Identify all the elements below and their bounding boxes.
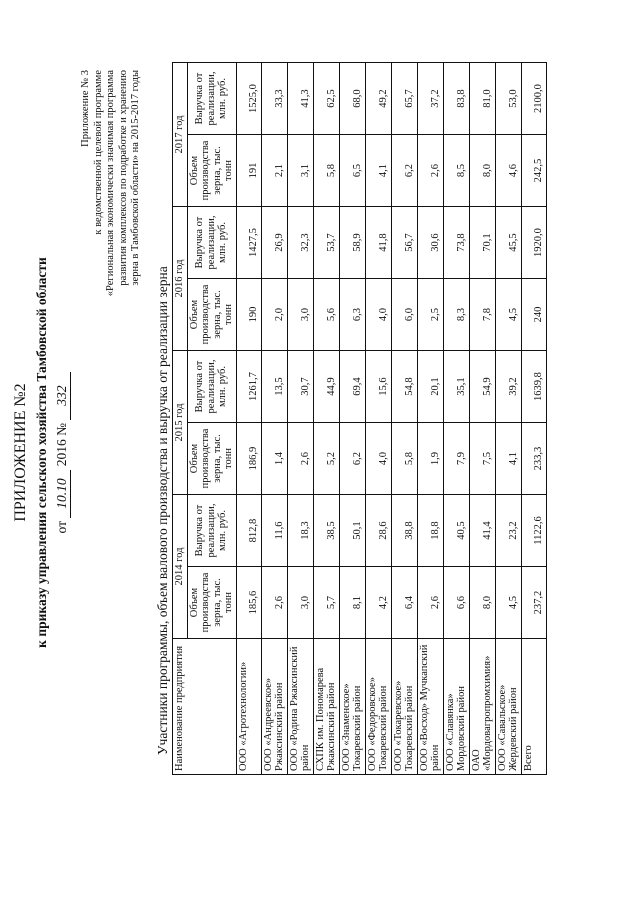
annex-line: «Региональная экономически значимая программа [105, 70, 116, 297]
revenue-cell: 30,6 [417, 207, 443, 279]
enterprise-name-cell: ООО «Агротехнологии» [236, 639, 261, 775]
volume-cell: 2,6 [417, 135, 443, 207]
volume-cell: 186,9 [236, 423, 261, 495]
table-body [236, 63, 546, 775]
revenue-cell: 26,9 [261, 207, 287, 279]
revenue-cell: 41,3 [287, 63, 313, 135]
volume-cell: 4,6 [495, 135, 521, 207]
revenue-cell: 53,7 [313, 207, 339, 279]
volume-cell: 3,0 [287, 279, 313, 351]
enterprise-name-cell: Всего [521, 639, 546, 775]
revenue-cell: 812,8 [236, 495, 261, 567]
revenue-cell: 23,2 [495, 495, 521, 567]
volume-cell: 4,0 [365, 279, 391, 351]
appendix-subtitle: к приказу управления сельского хозяйства Тамбовской области [34, 257, 49, 648]
volume-cell: 8,1 [339, 567, 365, 639]
revenue-cell: 32,3 [287, 207, 313, 279]
volume-cell: 190 [236, 279, 261, 351]
annex-line: к ведомственной целевой программе [92, 70, 104, 235]
order-number: 332 [54, 372, 71, 420]
revenue-cell: 40,5 [443, 495, 469, 567]
revenue-cell: 38,8 [391, 495, 417, 567]
table-row [469, 63, 495, 775]
volume-cell: 5,6 [313, 279, 339, 351]
volume-cell: 2,5 [417, 279, 443, 351]
volume-cell: 8,3 [443, 279, 469, 351]
enterprise-name-cell: СХПК им. Пономарева Ржаксинский район [313, 639, 339, 775]
revenue-cell: 73,8 [443, 207, 469, 279]
revenue-cell: 54,8 [391, 351, 417, 423]
volume-cell: 4,1 [365, 135, 391, 207]
volume-cell: 6,0 [391, 279, 417, 351]
revenue-cell: 69,4 [339, 351, 365, 423]
volume-cell: 7,5 [469, 423, 495, 495]
revenue-cell: 53,0 [495, 63, 521, 135]
enterprise-name-cell: ООО «Родина Ржаксинский район [287, 639, 313, 775]
enterprise-name-cell: ООО «Восход» Мучкапский район [417, 639, 443, 775]
volume-cell: 5,8 [313, 135, 339, 207]
enterprise-name-cell: ОАО «Мордовагропромхимия» [469, 639, 495, 775]
revenue-cell: 39,2 [495, 351, 521, 423]
annex-line: Приложение № 3 [80, 70, 91, 147]
revenue-cell: 35,1 [443, 351, 469, 423]
order-date-line [54, 0, 71, 905]
volume-cell: 6,2 [339, 423, 365, 495]
revenue-cell: 58,9 [339, 207, 365, 279]
annex-note [80, 70, 143, 430]
revenue-cell: 41,4 [469, 495, 495, 567]
revenue-cell: 20,1 [417, 351, 443, 423]
column-header-volume: Объем производства зерна, тыс. тонн [187, 135, 236, 207]
revenue-cell: 44,9 [313, 351, 339, 423]
appendix-title: ПРИЛОЖЕНИЕ №2 [12, 383, 29, 522]
revenue-cell: 1427,5 [236, 207, 261, 279]
volume-cell: 3,1 [287, 135, 313, 207]
revenue-cell: 2100,0 [521, 63, 546, 135]
revenue-cell: 38,5 [313, 495, 339, 567]
table-row [339, 63, 365, 775]
volume-cell: 233,3 [521, 423, 546, 495]
revenue-cell: 1920,0 [521, 207, 546, 279]
volume-cell: 242,5 [521, 135, 546, 207]
revenue-cell: 30,7 [287, 351, 313, 423]
column-header-revenue: Выручка от реализации, млн. руб. [187, 351, 236, 423]
date-prefix: от [54, 520, 69, 534]
volume-cell: 8,5 [443, 135, 469, 207]
table-row [261, 63, 287, 775]
revenue-cell: 83,8 [443, 63, 469, 135]
date-day-month: 10.10 [54, 470, 71, 518]
volume-cell: 191 [236, 135, 261, 207]
volume-cell: 1,4 [261, 423, 287, 495]
revenue-cell: 11,6 [261, 495, 287, 567]
revenue-cell: 37,2 [417, 63, 443, 135]
year-header: 2015 год [173, 351, 188, 495]
date-year: 2016 № [54, 422, 69, 467]
revenue-cell: 49,2 [365, 63, 391, 135]
participants-table [172, 62, 547, 775]
revenue-cell: 68,0 [339, 63, 365, 135]
revenue-cell: 15,6 [365, 351, 391, 423]
volume-cell: 3,0 [287, 567, 313, 639]
volume-cell: 4,5 [495, 567, 521, 639]
revenue-cell: 13,5 [261, 351, 287, 423]
volume-cell: 185,6 [236, 567, 261, 639]
enterprise-name-cell: ООО «Славянка» Мордовский район [443, 639, 469, 775]
volume-cell: 2,6 [417, 567, 443, 639]
enterprise-name-cell: ООО «Федоровское» Токаревский район [365, 639, 391, 775]
column-header-name: Наименование предприятия [173, 639, 237, 775]
volume-cell: 7,9 [443, 423, 469, 495]
table-row [236, 63, 261, 775]
table-row [391, 63, 417, 775]
volume-cell: 5,2 [313, 423, 339, 495]
volume-cell: 5,7 [313, 567, 339, 639]
volume-cell: 2,6 [287, 423, 313, 495]
revenue-cell: 56,7 [391, 207, 417, 279]
volume-cell: 4,2 [365, 567, 391, 639]
column-header-volume: Объем производства зерна, тыс. тонн [187, 423, 236, 495]
volume-cell: 2,1 [261, 135, 287, 207]
revenue-cell: 28,6 [365, 495, 391, 567]
revenue-cell: 54,9 [469, 351, 495, 423]
column-header-volume: Объем производства зерна, тыс. тонн [187, 279, 236, 351]
table-caption: Участники программы, объем валового производства и выручка от реализации зерна [155, 266, 170, 755]
revenue-cell: 1122,6 [521, 495, 546, 567]
table-row [495, 63, 521, 775]
volume-cell: 6,4 [391, 567, 417, 639]
volume-cell: 8,0 [469, 567, 495, 639]
enterprise-name-cell: ООО «Савальское» Жердевский район [495, 639, 521, 775]
revenue-cell: 33,3 [261, 63, 287, 135]
annex-line: зерна в Тамбовской области» на 2015-2017 годы [130, 70, 141, 286]
volume-cell: 5,8 [391, 423, 417, 495]
revenue-cell: 70,1 [469, 207, 495, 279]
volume-cell: 6,2 [391, 135, 417, 207]
revenue-cell: 1261,7 [236, 351, 261, 423]
revenue-cell: 45,5 [495, 207, 521, 279]
revenue-cell: 65,7 [391, 63, 417, 135]
annex-line: развития комплексов по подработке и хранению [117, 70, 129, 286]
enterprise-name-cell: ООО «Токаревское» Токаревский район [391, 639, 417, 775]
table-row [287, 63, 313, 775]
volume-cell: 1,9 [417, 423, 443, 495]
volume-cell: 6,3 [339, 279, 365, 351]
year-header: 2017 год [173, 63, 188, 207]
revenue-cell: 1525,0 [236, 63, 261, 135]
column-header-revenue: Выручка от реализации, млн. руб. [187, 495, 236, 567]
table-row [365, 63, 391, 775]
volume-cell: 7,8 [469, 279, 495, 351]
table-row [417, 63, 443, 775]
volume-cell: 4,5 [495, 279, 521, 351]
column-header-volume: Объем производства зерна, тыс. тонн [187, 567, 236, 639]
volume-cell: 6,5 [339, 135, 365, 207]
volume-cell: 4,0 [365, 423, 391, 495]
revenue-cell: 81,0 [469, 63, 495, 135]
total-row [521, 63, 546, 775]
volume-cell: 2,0 [261, 279, 287, 351]
volume-cell: 8,0 [469, 135, 495, 207]
revenue-cell: 1639,8 [521, 351, 546, 423]
column-header-revenue: Выручка от реализации, млн. руб. [187, 207, 236, 279]
revenue-cell: 41,8 [365, 207, 391, 279]
volume-cell: 4,1 [495, 423, 521, 495]
revenue-cell: 18,3 [287, 495, 313, 567]
column-header-revenue: Выручка от реализации, млн. руб. [187, 63, 236, 135]
table-row [313, 63, 339, 775]
table-row [443, 63, 469, 775]
year-header: 2014 год [173, 495, 188, 639]
revenue-cell: 62,5 [313, 63, 339, 135]
enterprise-name-cell: ООО «Андреевское» Ржаксинский район [261, 639, 287, 775]
volume-cell: 2,6 [261, 567, 287, 639]
year-header: 2016 год [173, 207, 188, 351]
volume-cell: 237,2 [521, 567, 546, 639]
revenue-cell: 18,8 [417, 495, 443, 567]
volume-cell: 6,6 [443, 567, 469, 639]
revenue-cell: 50,1 [339, 495, 365, 567]
volume-cell: 240 [521, 279, 546, 351]
enterprise-name-cell: ООО «Знаменское» Токаревский район [339, 639, 365, 775]
